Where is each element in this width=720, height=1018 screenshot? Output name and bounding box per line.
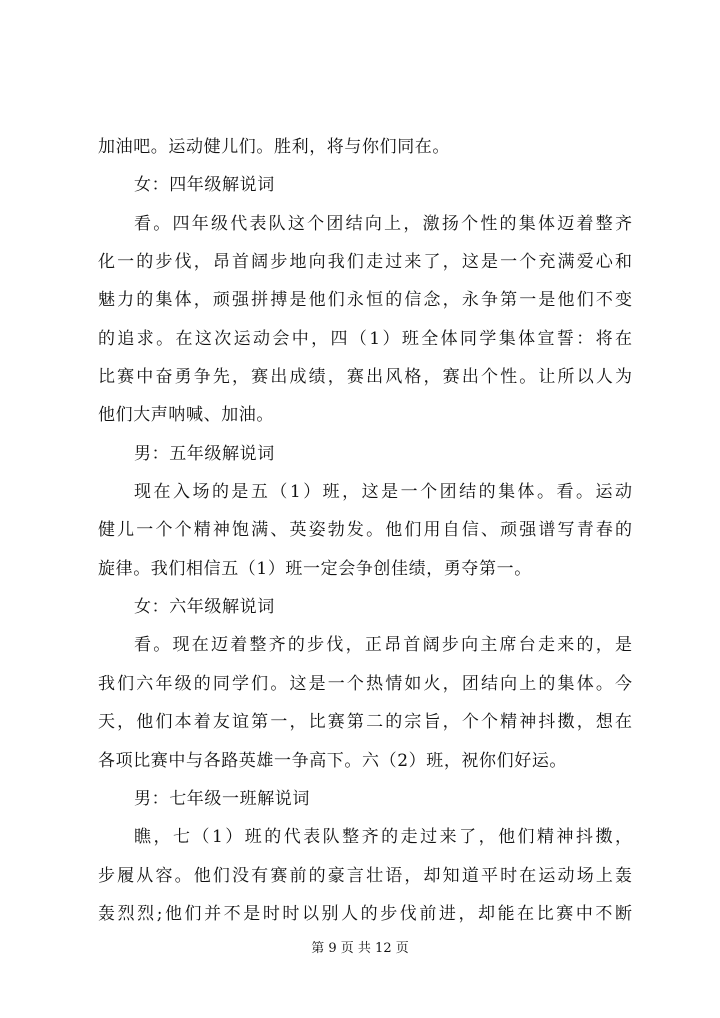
text-line (98, 670, 632, 708)
text-line (98, 747, 632, 785)
text-line-content: 比赛中奋勇争先，赛出成绩，赛出风格，赛出个性。让所以人为 (98, 367, 632, 388)
text-line (98, 286, 632, 324)
text-line (98, 210, 632, 248)
text-line (98, 708, 632, 746)
text-line-content: 他们大声呐喊、加油。 (98, 405, 274, 426)
text-line-content: 女：四年级解说词 (134, 175, 275, 196)
text-line-content: 女：六年级解说词 (134, 597, 275, 618)
text-line (98, 631, 632, 669)
text-line (98, 325, 632, 363)
document-body (98, 133, 632, 938)
text-line (98, 133, 632, 171)
text-line-content: 的追求。在这次运动会中，四（1）班全体同学集体宣誓：将在 (98, 328, 632, 349)
text-line (98, 900, 632, 938)
text-line-content: 旋律。我们相信五（1）班一定会争创佳绩，勇夺第一。 (98, 558, 532, 579)
text-line-content: 魅力的集体，顽强拼搏是他们永恒的信念，永争第一是他们不变 (98, 290, 632, 311)
text-line-content: 男：五年级解说词 (134, 443, 275, 464)
text-line (98, 785, 632, 823)
text-line (98, 823, 632, 861)
text-line (98, 555, 632, 593)
text-line (98, 248, 632, 286)
text-line-content: 瞧，七（1）班的代表队整齐的走过来了，他们精神抖擞， (134, 827, 632, 848)
text-line-content: 看。四年级代表队这个团结向上，激扬个性的集体迈着整齐 (134, 213, 632, 234)
text-line-content: 天，他们本着友谊第一，比赛第二的宗旨，个个精神抖擞，想在 (98, 712, 632, 733)
text-line-content: 步履从容。他们没有赛前的豪言壮语，却知道平时在运动场上轰 (98, 865, 632, 886)
text-line (98, 478, 632, 516)
text-line (98, 440, 632, 478)
page-number-footer: 第 9 页 共 12 页 (311, 941, 409, 956)
text-line-content: 轰烈烈;他们并不是时时以别人的步伐前进，却能在比赛中不断 (98, 903, 632, 924)
text-line-content: 现在入场的是五（1）班，这是一个团结的集体。看。运动 (134, 482, 632, 503)
text-line-content: 男：七年级一班解说词 (134, 788, 310, 809)
text-line-content: 看。现在迈着整齐的步伐，正昂首阔步向主席台走来的，是 (134, 635, 632, 656)
text-line (98, 363, 632, 401)
text-line-content: 加油吧。运动健儿们。胜利，将与你们同在。 (98, 137, 450, 157)
text-line (98, 862, 632, 900)
text-line-content: 健儿一个个精神饱满、英姿勃发。他们用自信、顽强谱写青春的 (98, 520, 632, 541)
text-line-content: 化一的步伐，昂首阔步地向我们走过来了，这是一个充满爱心和 (98, 252, 632, 273)
text-line (98, 401, 632, 439)
text-line (98, 593, 632, 631)
text-line (98, 171, 632, 209)
text-line-content: 各项比赛中与各路英雄一争高下。六（2）班，祝你们好运。 (98, 750, 568, 771)
text-line (98, 516, 632, 554)
text-line-content: 我们六年级的同学们。这是一个热情如火，团结向上的集体。今 (98, 673, 632, 694)
